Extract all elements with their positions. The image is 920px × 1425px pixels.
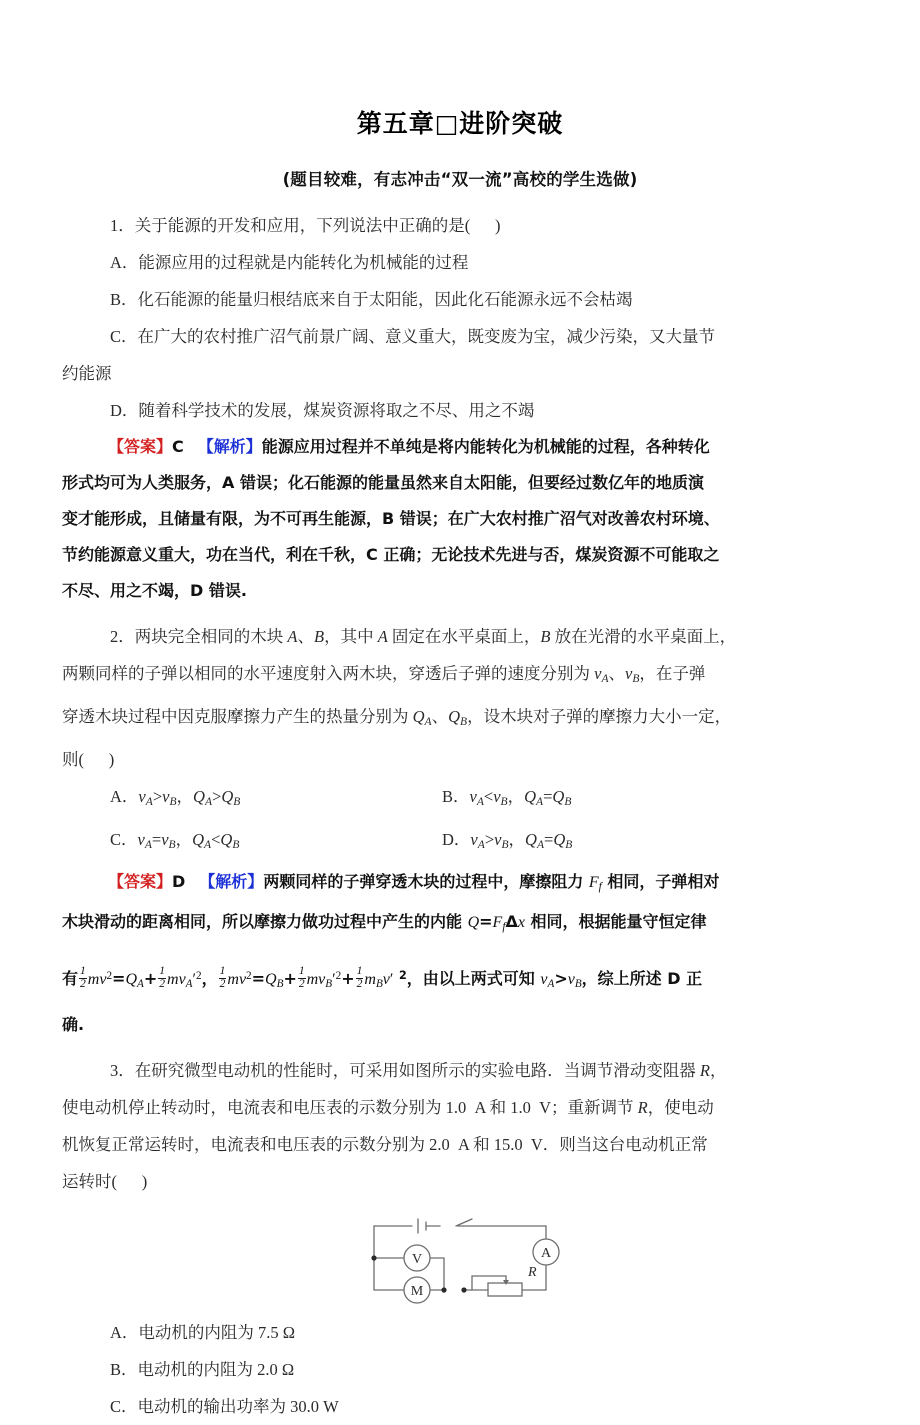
question-3 [62,1043,858,1425]
question-2-option-c[interactable]: C．$v_A=v_B$，$Q_A<Q_B$ [110,829,240,851]
page-subtitle: (题目较难，有志冲击“双一流”高校的学生选做) [282,170,638,189]
junction-dot [461,1287,466,1292]
question-2-formula-line: 有 $\frac{1}{2}$ $mv^2=Q_A+$ $\frac{1}{2}$ $mv_A'^2$， $\frac{1}{2}$ $mv^2=Q_B+$ $\frac{1}{2}$ $mv_B'^2+$ $\frac{1}{2}$ $m_Bv'$ $^2$，由以上两式可知 $v_A>v_B$，综上所述 D 正 [62,965,703,990]
question-3-stem-line-3: 机恢复正常运转时，电流表和电压表的示数分别为 2.0 A 和 15.0 V．则当这台电动机正常 [62,1134,708,1154]
parse-tag: 【解析】 [197,437,262,456]
parse-line-1: 能源应用过程并不单纯是将内能转化为机械能的过程，各种转化 [261,437,710,456]
question-2-parse-line-2: 木块滑动的距离相同，所以摩擦力做功过程中产生的内能 $Q=F_f\Delta x$ 相同，根据能量守恒定律 [62,912,707,934]
answer-tag: 【答案】 [108,871,173,891]
question-3-stem-line-4: 运转时( ) [62,1171,148,1191]
question-1-option-a[interactable]: A．能源应用的过程就是内能转化为机械能的过程 [110,253,469,272]
question-1-stem: 1．关于能源的开发和应用，下列说法中正确的是( ) [110,216,501,235]
question-2-formula-tail: 确. [62,1014,85,1034]
question-2-answer-line [62,864,858,905]
parse-line-1: 两颗同样的子弹穿透木块的过程中，摩擦阻力 $F_f$ 相同，子弹相对 [263,871,720,893]
motor-label: M [410,1283,424,1299]
question-2-option-b[interactable]: B．$v_A<v_B$，$Q_A=Q_B$ [442,786,572,808]
circuit-figure [62,1200,858,1314]
answer-value: D [172,871,186,891]
junction-dot [441,1287,446,1292]
answer-value: C [172,437,184,456]
question-2-stem-line-3: 穿透木块过程中因克服摩擦力产生的热量分别为 $Q_A$、$Q_B$，设木块对子弹的摩擦力大小一定， [62,706,732,728]
question-3-stem-line-1: 3．在研究微型电动机的性能时，可采用如图所示的实验电路．当调节滑动变阻器 R， [110,1060,727,1080]
question-2-option-row-2 [62,821,858,864]
question-2-stem-line-4: 则( ) [62,749,115,769]
question-1-parse-line-4: 节约能源意义重大，功在当代，利在千秋，C 正确；无论技术先进与否，煤炭资源不可能取之 [62,545,720,564]
question-2-option-row-1 [62,778,858,821]
question-1-parse-line-3: 变才能形成，且储量有限，为不可再生能源，B 错误；在广大农村推广沼气对改善农村环境、 [62,509,720,528]
question-2-stem-line-1: 2．两块完全相同的木块 A、B，其中 A 固定在水平桌面上，B 放在光滑的水平桌面上， [110,627,737,646]
question-1-option-c-cont: 约能源 [62,364,112,383]
question-1-answer-line [62,429,858,465]
question-2-stem-line-2: 两颗同样的子弹以相同的水平速度射入两木块，穿透后子弹的速度分别为 $v_A$、$v_B$，在子弹 [62,664,706,685]
question-3-option-c[interactable]: C．电动机的输出功率为 30.0 W [110,1396,339,1416]
answer-tag: 【答案】 [108,437,173,456]
parse-tag: 【解析】 [199,871,264,891]
junction-dot [371,1255,376,1260]
question-3-option-b[interactable]: B．电动机的内阻为 2.0 Ω [110,1359,295,1379]
rheostat-label: R [528,1264,537,1280]
question-3-stem-line-2: 使电动机停止转动时，电流表和电压表的示数分别为 1.0 A 和 1.0 V；重新调节 R，使电动 [62,1097,714,1117]
circuit-diagram [360,1214,560,1306]
question-2 [62,609,858,1043]
ammeter-label: A [540,1245,552,1261]
voltmeter-label: V [411,1251,423,1267]
page-title: 第五章□进阶突破 [356,109,564,138]
question-1-option-b[interactable]: B．化石能源的能量归根结底来自于太阳能，因此化石能源永远不会枯竭 [110,290,633,309]
rheostat-symbol [488,1283,522,1296]
question-1 [62,190,858,609]
question-2-option-d[interactable]: D．$v_A>v_B$，$Q_A=Q_B$ [442,829,573,851]
question-1-parse-line-2: 形式均可为人类服务，A 错误；化石能源的能量虽然来自太阳能，但要经过数亿年的地质演 [62,473,704,492]
question-1-option-c[interactable]: C．在广大的农村推广沼气前景广阔、意义重大，既变废为宝，减少污染，又大量节 [110,327,716,346]
question-3-option-a[interactable]: A．电动机的内阻为 7.5 Ω [110,1322,296,1342]
question-1-option-d[interactable]: D．随着科学技术的发展，煤炭资源将取之不尽、用之不竭 [110,401,535,420]
question-1-parse-line-5: 不尽、用之不竭，D 错误. [62,581,247,600]
question-2-option-a[interactable]: A．$v_A>v_B$，$Q_A>Q_B$ [110,786,241,808]
